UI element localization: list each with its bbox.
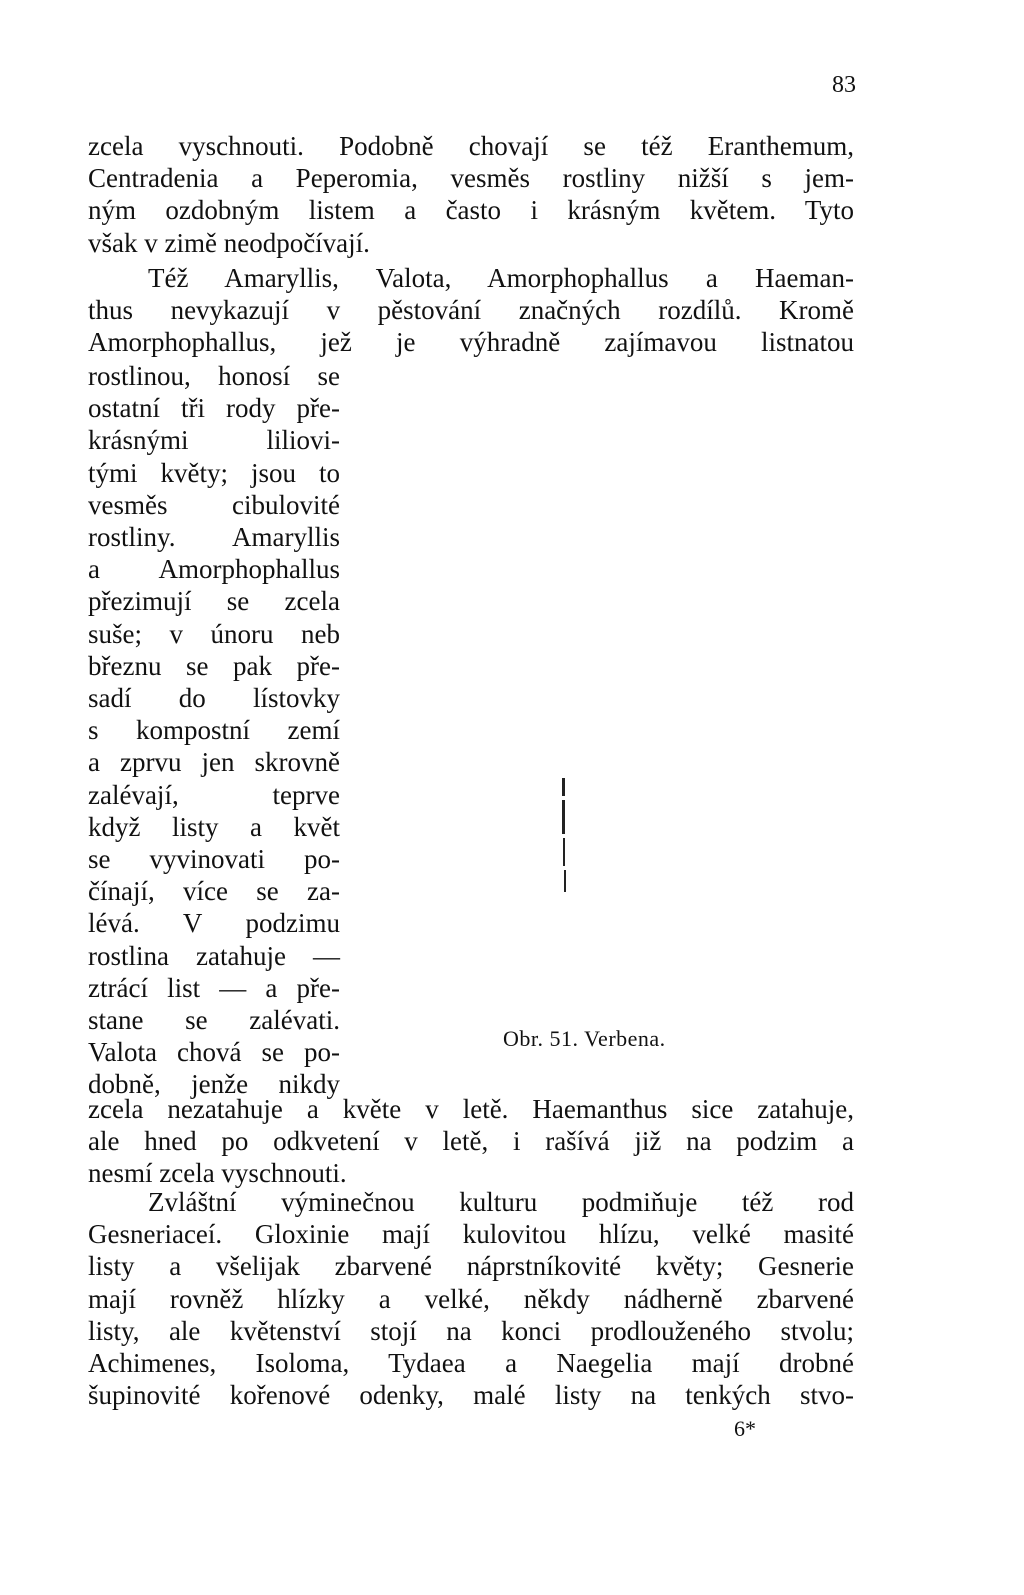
text-line: ztrácí list — a pře-	[88, 972, 340, 1003]
text-line: a zprvu jen skrovně	[88, 747, 340, 778]
text-line: zalévají, teprve	[88, 779, 340, 810]
bottom-paragraph	[88, 1093, 854, 1190]
text-line: přezimují se zcela	[88, 586, 340, 617]
figure-caption: Obr. 51. Verbena.	[503, 1026, 666, 1051]
text-line: stane se zalévati.	[88, 1005, 340, 1036]
text-line: zcela nezatahuje a květe v letě. Haemanthus sice zatahuje,	[88, 1094, 854, 1124]
text-line: thus nevykazují v pěstování značných rozdílů. Kromě	[88, 295, 854, 326]
text-line: rostlinou, honosí se	[88, 361, 340, 391]
text-line: se vyvinovati po-	[88, 844, 340, 875]
text-line: tými květy; jsou to	[88, 457, 340, 488]
text-line: Gesneriaceí. Gloxinie mají kulovitou hlízu, velké masité	[88, 1219, 854, 1250]
second-paragraph	[88, 262, 854, 359]
last-paragraph	[88, 1186, 854, 1411]
text-line: ným ozdobným listem a často i krásným květem. Tyto	[88, 195, 854, 226]
text-line: čínají, více se za-	[88, 876, 340, 907]
text-line: vesměs cibulovité	[88, 489, 340, 520]
signature-mark: 6*	[734, 1416, 756, 1441]
text-line: a Amorphophallus	[88, 554, 340, 585]
figure-verbena	[380, 360, 850, 1020]
text-line: listy, ale květenství stojí na konci prodlouženého stvolu;	[88, 1315, 854, 1346]
text-line: Centradenia a Peperomia, vesměs rostliny nižší s jem-	[88, 163, 854, 194]
text-line: suše; v únoru neb	[88, 618, 340, 649]
text-line: dobně, jenže nikdy	[88, 1069, 340, 1100]
text-line: Zvláštní výminečnou kulturu podmiňuje též rod	[148, 1187, 854, 1217]
top-paragraph	[88, 130, 854, 259]
text-line: ostatní tři rody pře-	[88, 393, 340, 424]
text-line: Achimenes, Isoloma, Tydaea a Naegelia mají drobné	[88, 1348, 854, 1379]
text-line: lévá. V podzimu	[88, 908, 340, 939]
text-line: sadí do lístovky	[88, 683, 340, 714]
text-line: listy a všelijak zbarvené náprstníkovité květy; Gesnerie	[88, 1251, 854, 1282]
text-line: s kompostní zemí	[88, 715, 340, 746]
text-line: nesmí zcela vyschnouti.	[88, 1158, 347, 1189]
text-line: Valota chová se po-	[88, 1037, 340, 1068]
text-line: mají rovněž hlízky a velké, někdy nádherně zbarvené	[88, 1283, 854, 1314]
text-line: rostlina zatahuje —	[88, 940, 340, 971]
narrow-text-column	[88, 360, 340, 1101]
text-line: však v zimě neodpočívají.	[88, 227, 370, 258]
text-line: březnu se pak pře-	[88, 650, 340, 681]
figure-scan-marks	[380, 360, 850, 1020]
text-line: Amorphophallus, jež je výhradně zajímavou listnatou	[88, 327, 854, 358]
text-line: ale hned po odkvetení v letě, i rašívá již na podzim a	[88, 1126, 854, 1157]
text-line: šupinovité kořenové odenky, malé listy na tenkých stvo-	[88, 1380, 854, 1411]
page-number: 83	[832, 72, 856, 98]
text-line: krásnými liliovi-	[88, 425, 340, 456]
text-line: když listy a květ	[88, 811, 340, 842]
text-line: Též Amaryllis, Valota, Amorphophallus a Haeman-	[148, 263, 854, 293]
text-line: zcela vyschnouti. Podobně chovají se též Eranthemum,	[88, 131, 854, 161]
text-line: rostliny. Amaryllis	[88, 522, 340, 553]
